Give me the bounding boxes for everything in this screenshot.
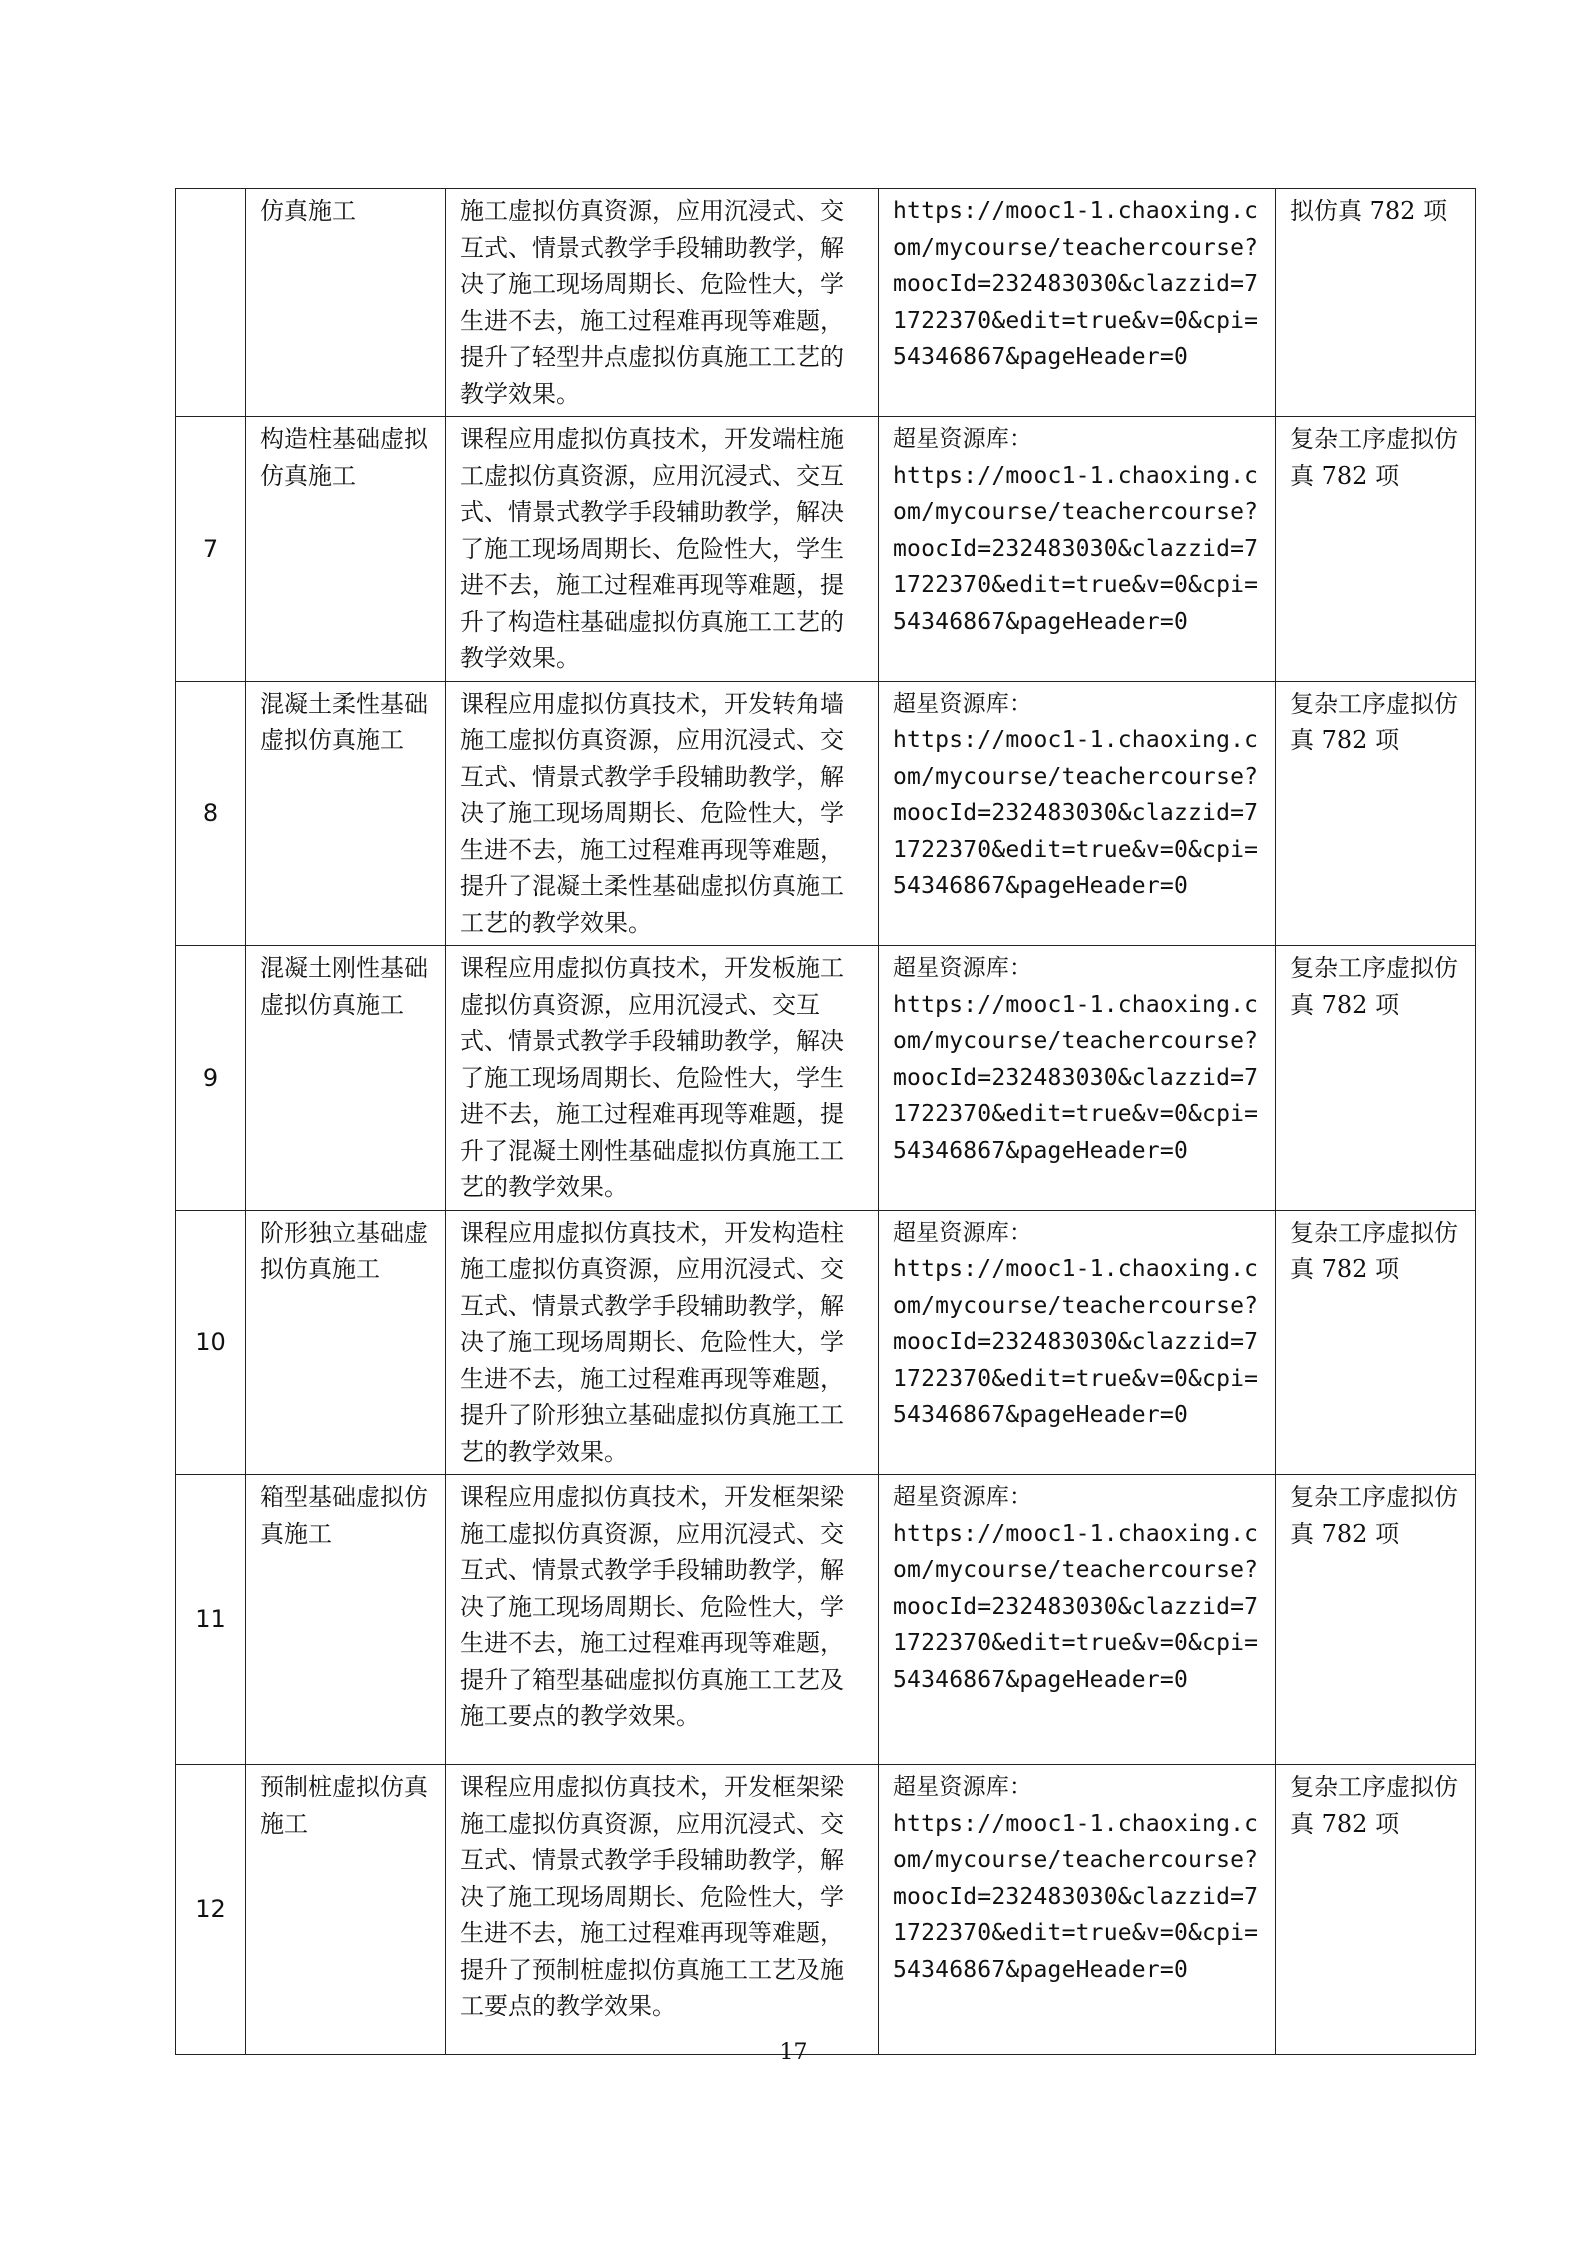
resource-link-cell <box>879 1210 1276 1475</box>
resource-description: 课程应用虚拟仿真技术，开发板施工虚拟仿真资源，应用沉浸式、交互式、情景式教学手段辅助教学，解决了施工现场周期长、危险性大，学生进不去，施工过程难再现等难题，提升了混凝土刚性基础虚拟仿真施工工艺的教学效果。 <box>446 946 879 1211</box>
resource-link-cell <box>879 189 1276 417</box>
source-label: 超星资源库： <box>893 1484 1033 1510</box>
table-row <box>176 417 1476 682</box>
source-label: 超星资源库： <box>893 1774 1033 1800</box>
resource-url[interactable]: https://mooc1-1.chaoxing.com/mycourse/teachercourse?moocId=232483030&clazzid=71722370&edit=true&v=0&cpi=54346867&pageHeader=0 <box>893 1520 1259 1693</box>
row-index: 9 <box>176 946 246 1211</box>
resource-note: 复杂工序虚拟仿真 782 项 <box>1276 946 1476 1211</box>
source-label: 超星资源库： <box>893 690 1033 717</box>
resource-name: 构造柱基础虚拟仿真施工 <box>246 417 446 682</box>
resource-url[interactable]: https://mooc1-1.chaoxing.com/mycourse/teachercourse?moocId=232483030&clazzid=71722370&edit=true&v=0&cpi=54346867&pageHeader=0 <box>893 462 1259 635</box>
resource-description: 课程应用虚拟仿真技术，开发构造柱施工虚拟仿真资源，应用沉浸式、交互式、情景式教学手段辅助教学，解决了施工现场周期长、危险性大，学生进不去，施工过程难再现等难题，提升了阶形独立基础虚拟仿真施工工艺的教学效果。 <box>446 1210 879 1475</box>
resource-link-cell <box>879 417 1276 682</box>
table-row <box>176 681 1476 946</box>
resource-name: 阶形独立基础虚拟仿真施工 <box>246 1210 446 1475</box>
resource-description: 课程应用虚拟仿真技术，开发框架梁施工虚拟仿真资源，应用沉浸式、交互式、情景式教学手段辅助教学，解决了施工现场周期长、危险性大，学生进不去，施工过程难再现等难题，提升了箱型基础虚拟仿真施工工艺及施工要点的教学效果。 <box>446 1475 879 1765</box>
resource-description: 课程应用虚拟仿真技术，开发端柱施工虚拟仿真资源，应用沉浸式、交互式、情景式教学手段辅助教学，解决了施工现场周期长、危险性大，学生进不去，施工过程难再现等难题，提升了构造柱基础虚拟仿真施工工艺的教学效果。 <box>446 417 879 682</box>
resource-link-cell <box>879 1475 1276 1765</box>
resource-note: 复杂工序虚拟仿真 782 项 <box>1276 1765 1476 2055</box>
resource-note: 复杂工序虚拟仿真 782 项 <box>1276 681 1476 946</box>
resource-link-cell <box>879 946 1276 1211</box>
resource-link-cell <box>879 1765 1276 2055</box>
resource-url[interactable]: https://mooc1-1.chaoxing.com/mycourse/teachercourse?moocId=232483030&clazzid=71722370&edit=true&v=0&cpi=54346867&pageHeader=0 <box>893 727 1259 899</box>
source-label: 超星资源库： <box>893 955 1033 981</box>
row-index: 8 <box>176 681 246 946</box>
table-row <box>176 1765 1476 2055</box>
resource-description: 课程应用虚拟仿真技术，开发框架梁施工虚拟仿真资源，应用沉浸式、交互式、情景式教学手段辅助教学，解决了施工现场周期长、危险性大，学生进不去，施工过程难再现等难题，提升了预制桩虚拟仿真施工工艺及施工要点的教学效果。 <box>446 1765 879 2055</box>
source-label: 超星资源库： <box>893 1219 1033 1246</box>
resource-name: 仿真施工 <box>246 189 446 417</box>
resource-url[interactable]: https://mooc1-1.chaoxing.com/mycourse/teachercourse?moocId=232483030&clazzid=71722370&edit=true&v=0&cpi=54346867&pageHeader=0 <box>893 1256 1259 1428</box>
table-row <box>176 1475 1476 1765</box>
resource-description: 课程应用虚拟仿真技术，开发转角墙施工虚拟仿真资源，应用沉浸式、交互式、情景式教学手段辅助教学，解决了施工现场周期长、危险性大，学生进不去，施工过程难再现等难题，提升了混凝土柔性基础虚拟仿真施工工艺的教学效果。 <box>446 681 879 946</box>
row-index: 11 <box>176 1475 246 1765</box>
resource-note: 复杂工序虚拟仿真 782 项 <box>1276 417 1476 682</box>
resource-name: 混凝土柔性基础虚拟仿真施工 <box>246 681 446 946</box>
source-label: 超星资源库： <box>893 426 1033 452</box>
resource-url[interactable]: https://mooc1-1.chaoxing.com/mycourse/teachercourse?moocId=232483030&clazzid=71722370&edit=true&v=0&cpi=54346867&pageHeader=0 <box>893 991 1259 1164</box>
table-row <box>176 189 1476 417</box>
table-row <box>176 946 1476 1211</box>
resource-url[interactable]: https://mooc1-1.chaoxing.com/mycourse/teachercourse?moocId=232483030&clazzid=71722370&edit=true&v=0&cpi=54346867&pageHeader=0 <box>893 1810 1259 1983</box>
resource-table <box>175 188 1476 2055</box>
resource-link-cell <box>879 681 1276 946</box>
row-index: 10 <box>176 1210 246 1475</box>
resource-name: 箱型基础虚拟仿真施工 <box>246 1475 446 1765</box>
resource-name: 预制桩虚拟仿真施工 <box>246 1765 446 2055</box>
row-index <box>176 189 246 417</box>
resource-note: 复杂工序虚拟仿真 782 项 <box>1276 1475 1476 1765</box>
page-number: 17 <box>779 2040 808 2065</box>
resource-url[interactable]: https://mooc1-1.chaoxing.com/mycourse/teachercourse?moocId=232483030&clazzid=71722370&edit=true&v=0&cpi=54346867&pageHeader=0 <box>893 198 1259 370</box>
resource-note: 拟仿真 782 项 <box>1276 189 1476 417</box>
row-index: 7 <box>176 417 246 682</box>
resource-description: 施工虚拟仿真资源，应用沉浸式、交互式、情景式教学手段辅助教学，解决了施工现场周期长、危险性大，学生进不去，施工过程难再现等难题，提升了轻型井点虚拟仿真施工工艺的教学效果。 <box>446 189 879 417</box>
resource-note: 复杂工序虚拟仿真 782 项 <box>1276 1210 1476 1475</box>
resource-name: 混凝土刚性基础虚拟仿真施工 <box>246 946 446 1211</box>
table-row <box>176 1210 1476 1475</box>
row-index: 12 <box>176 1765 246 2055</box>
